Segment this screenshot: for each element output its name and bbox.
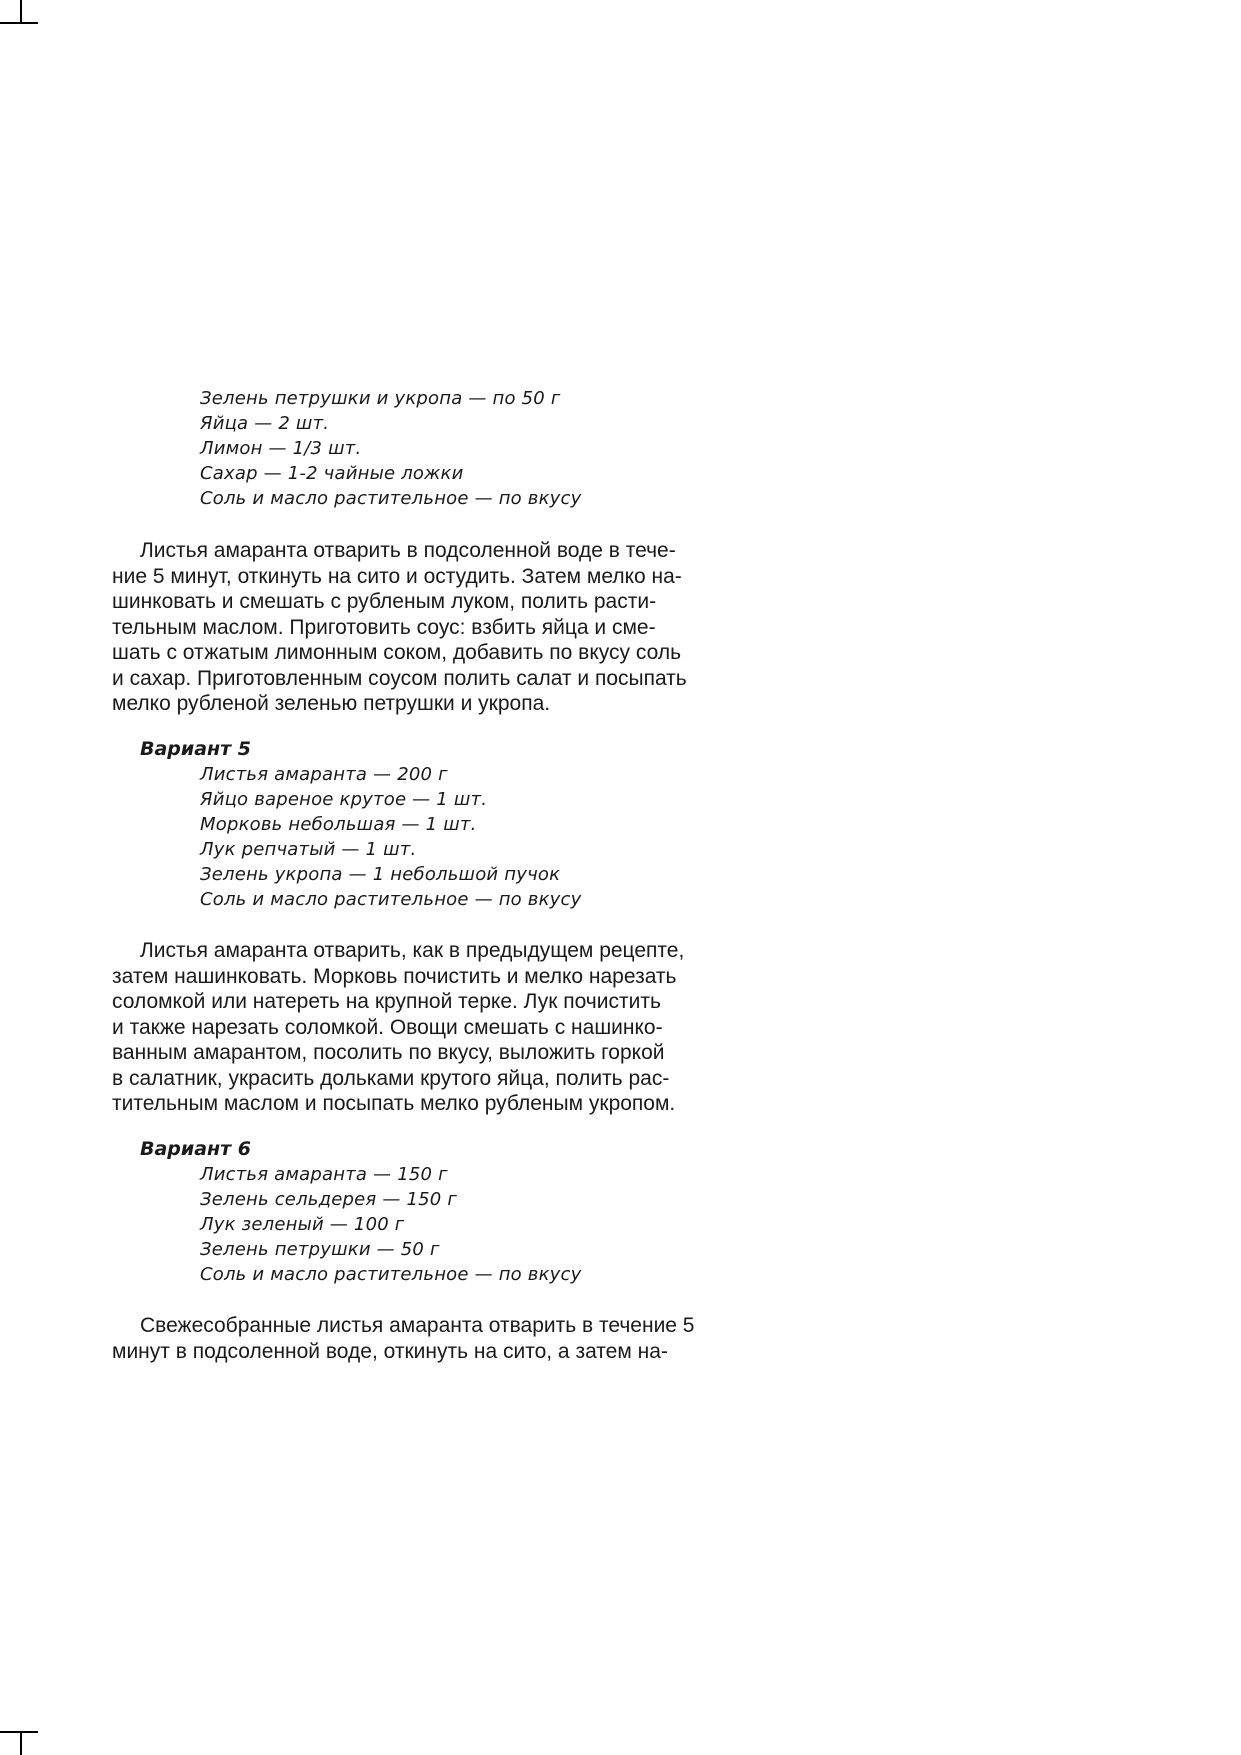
text-line: Листья амаранта отварить в подсоленной воде в тече- [140,539,676,562]
ingredient-item: Зелень петрушки — 50 г [200,1239,440,1260]
ingredient-item: Зелень сельдерея — 150 г [200,1189,458,1210]
text-line: Свежесобранные листья амаранта отварить в течение 5 [140,1314,695,1337]
text-line: шать с отжатым лимонным соком, добавить по вкусу соль [112,641,682,664]
text-line: ние 5 минут, откинуть на сито и остудить. Затем мелко на- [112,564,682,588]
recipe-paragraph-variant-5 [112,938,700,1117]
ingredient-list-top [200,386,581,511]
crop-mark-bottom-left-horizontal [0,1731,38,1733]
text-line: в салатник, украсить дольками крутого яйца, полить рас- [112,1066,670,1090]
crop-mark-bottom-left-vertical [20,1731,22,1755]
ingredient-item: Листья амаранта — 150 г [200,1164,448,1185]
recipe-paragraph-1 [112,538,700,717]
ingredient-item: Соль и масло растительное — по вкусу [200,1264,582,1285]
text-line: шинковать и смешать с рубленым луком, полить расти- [112,590,657,613]
recipe-paragraph-variant-6 [112,1313,700,1364]
text-line: минут в подсоленной воде, откинуть на сито, а затем на- [112,1339,668,1363]
ingredient-item: Яйцо вареное крутое — 1 шт. [200,789,488,810]
ingredient-item: Зелень петрушки и укропа — по 50 г [200,388,561,409]
text-line: тительным маслом и посыпать мелко рубленым укропом. [112,1092,676,1115]
text-line: Листья амаранта отварить, как в предыдущем рецепте, [140,939,685,962]
text-line: и сахар. Приготовленным соусом полить салат и посыпать [112,666,687,690]
ingredient-item: Яйца — 2 шт. [200,413,330,434]
ingredient-item: Листья амаранта — 200 г [200,764,448,785]
ingredient-item: Зелень укропа — 1 небольшой пучок [200,864,561,885]
text-line: соломкой или натереть на крупной терке. Лук почистить [112,990,661,1013]
text-line: и также нарезать соломкой. Овощи смешать с нашинко- [112,1015,663,1039]
ingredient-item: Соль и масло растительное — по вкусу [200,889,582,910]
text-line: мелко рубленой зеленью петрушки и укропа. [112,692,551,715]
variant-5-heading: Вариант 5 [140,738,252,760]
crop-mark-top-left-horizontal [0,22,38,24]
ingredient-item: Лук зеленый — 100 г [200,1214,405,1235]
variant-6-heading: Вариант 6 [140,1138,252,1160]
ingredient-list-variant-6 [200,1162,581,1287]
text-line: затем нашинковать. Морковь почистить и мелко нарезать [112,964,677,988]
ingredient-item: Соль и масло растительное — по вкусу [200,488,582,509]
ingredient-item: Лимон — 1/3 шт. [200,438,362,459]
ingredient-item: Сахар — 1-2 чайные ложки [200,463,464,484]
ingredient-item: Лук репчатый — 1 шт. [200,839,417,860]
text-line: ванным амарантом, посолить по вкусу, выложить горкой [112,1041,665,1064]
crop-mark-top-left-vertical [20,0,22,24]
ingredient-list-variant-5 [200,762,581,912]
text-line: тельным маслом. Приготовить соус: взбить яйца и сме- [112,615,656,639]
ingredient-item: Морковь небольшая — 1 шт. [200,814,477,835]
